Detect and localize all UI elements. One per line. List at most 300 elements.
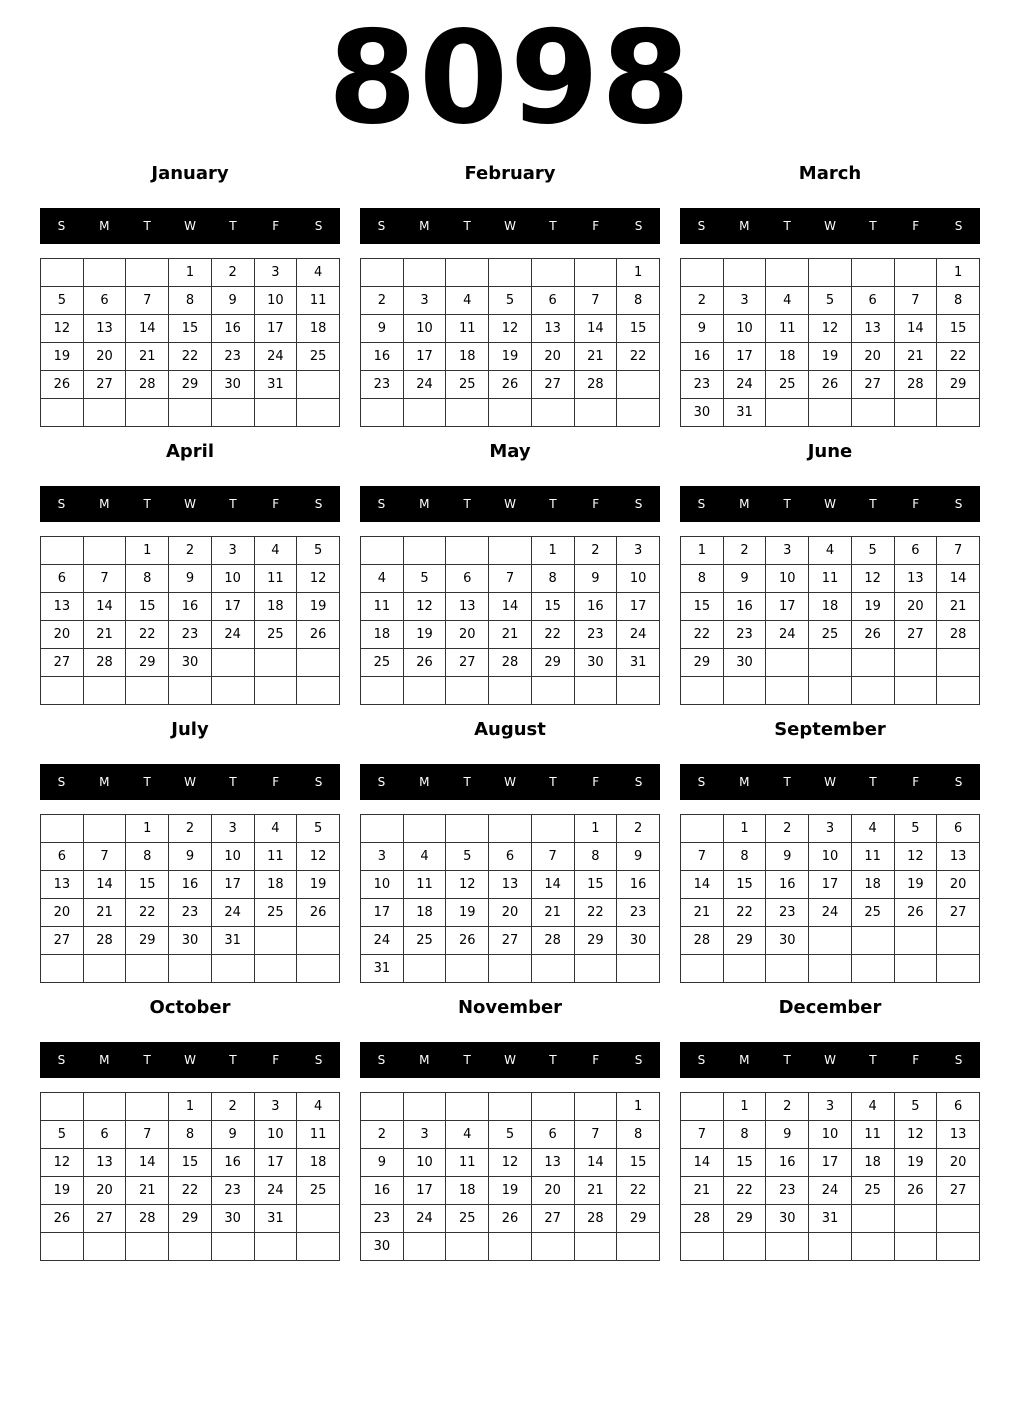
- day-cell: 30: [574, 649, 617, 677]
- day-cell: [83, 537, 126, 565]
- day-cell: 25: [254, 621, 297, 649]
- day-cell: 16: [169, 593, 212, 621]
- day-cell: 10: [766, 565, 809, 593]
- day-cell: 4: [446, 1121, 489, 1149]
- week-row: [41, 621, 340, 649]
- day-cell: [489, 259, 532, 287]
- weekday-label: T: [549, 1053, 557, 1067]
- weekday-label: F: [272, 497, 280, 511]
- day-cell: 31: [361, 955, 404, 983]
- day-cell: [361, 1093, 404, 1121]
- day-cell: 28: [489, 649, 532, 677]
- day-cell: [531, 1093, 574, 1121]
- day-cell: [937, 649, 980, 677]
- weekday-header: [40, 1042, 340, 1078]
- day-cell: [531, 677, 574, 705]
- month-name: February: [464, 163, 556, 184]
- day-cell: [851, 677, 894, 705]
- day-cell: 11: [403, 871, 446, 899]
- weekday-label: M: [99, 1053, 110, 1067]
- day-cell: 13: [489, 871, 532, 899]
- day-cell: 13: [41, 871, 84, 899]
- week-row: [681, 843, 980, 871]
- day-cell: 28: [574, 1205, 617, 1233]
- day-cell: 15: [723, 871, 766, 899]
- day-cell: 23: [169, 621, 212, 649]
- day-cell: [766, 1233, 809, 1261]
- day-cell: [851, 927, 894, 955]
- day-cell: 2: [574, 537, 617, 565]
- day-cell: 24: [809, 1177, 852, 1205]
- week-row: [681, 1205, 980, 1233]
- day-cell: 18: [766, 343, 809, 371]
- weekday-label: F: [592, 497, 600, 511]
- week-row: [681, 287, 980, 315]
- day-cell: 14: [681, 1149, 724, 1177]
- day-cell: 24: [211, 899, 254, 927]
- day-cell: [403, 399, 446, 427]
- week-row: [41, 537, 340, 565]
- day-cell: 10: [254, 1121, 297, 1149]
- day-cell: [126, 1233, 169, 1261]
- weekday-label: S: [57, 1053, 66, 1067]
- week-row: [41, 815, 340, 843]
- weekday-label: T: [783, 1053, 791, 1067]
- day-cell: 3: [254, 259, 297, 287]
- day-cell: 26: [446, 927, 489, 955]
- day-cell: 22: [126, 621, 169, 649]
- week-row: [361, 371, 660, 399]
- day-cell: 8: [681, 565, 724, 593]
- day-cell: 26: [41, 1205, 84, 1233]
- weekday-label: S: [314, 219, 323, 233]
- day-cell: [41, 815, 84, 843]
- day-cell: 25: [809, 621, 852, 649]
- day-cell: [446, 955, 489, 983]
- day-cell: [723, 1233, 766, 1261]
- day-cell: 19: [41, 343, 84, 371]
- day-cell: 23: [361, 1205, 404, 1233]
- day-cell: 21: [894, 343, 937, 371]
- day-cell: 30: [211, 1205, 254, 1233]
- weekday-label: M: [739, 219, 750, 233]
- month-name: April: [165, 441, 215, 462]
- day-cell: [681, 1233, 724, 1261]
- day-cell: [894, 399, 937, 427]
- day-cell: [937, 955, 980, 983]
- day-cell: 13: [41, 593, 84, 621]
- day-cell: [574, 677, 617, 705]
- day-cell: [809, 399, 852, 427]
- day-cell: 9: [169, 565, 212, 593]
- day-cell: [574, 399, 617, 427]
- day-cell: [361, 677, 404, 705]
- weekday-label: S: [634, 219, 643, 233]
- day-cell: 14: [574, 315, 617, 343]
- day-cell: [937, 1233, 980, 1261]
- day-cell: 8: [617, 1121, 660, 1149]
- month-name: January: [151, 163, 229, 184]
- day-cell: 2: [361, 287, 404, 315]
- week-row: [361, 399, 660, 427]
- day-cell: 28: [531, 927, 574, 955]
- day-cell: 9: [361, 1149, 404, 1177]
- day-cell: [574, 955, 617, 983]
- weekday-label: M: [419, 497, 430, 511]
- day-cell: 17: [361, 899, 404, 927]
- day-cell: 21: [681, 1177, 724, 1205]
- day-cell: 29: [723, 1205, 766, 1233]
- day-cell: [297, 1233, 340, 1261]
- day-cell: 7: [489, 565, 532, 593]
- day-cell: 22: [723, 1177, 766, 1205]
- day-cell: 20: [41, 899, 84, 927]
- day-cell: 20: [83, 343, 126, 371]
- weekday-header: [680, 486, 980, 522]
- month-name: July: [171, 719, 209, 740]
- day-cell: 4: [766, 287, 809, 315]
- day-cell: [297, 1205, 340, 1233]
- day-cell: 11: [254, 565, 297, 593]
- day-cell: 27: [83, 371, 126, 399]
- day-cell: 27: [489, 927, 532, 955]
- weekday-label: S: [634, 1053, 643, 1067]
- day-cell: 17: [723, 343, 766, 371]
- day-cell: 1: [531, 537, 574, 565]
- day-cell: 21: [574, 343, 617, 371]
- day-cell: 28: [937, 621, 980, 649]
- day-cell: 21: [126, 343, 169, 371]
- day-cell: [851, 1233, 894, 1261]
- day-cell: 29: [937, 371, 980, 399]
- day-cell: 28: [126, 371, 169, 399]
- week-row: [681, 537, 980, 565]
- day-cell: 20: [41, 621, 84, 649]
- day-cell: 17: [809, 1149, 852, 1177]
- day-cell: 28: [894, 371, 937, 399]
- day-cell: 20: [894, 593, 937, 621]
- day-cell: [361, 537, 404, 565]
- day-cell: 7: [574, 1121, 617, 1149]
- day-cell: [489, 955, 532, 983]
- day-cell: [531, 1233, 574, 1261]
- day-cell: 24: [809, 899, 852, 927]
- day-cell: 12: [297, 565, 340, 593]
- day-cell: 19: [489, 1177, 532, 1205]
- week-row: [41, 1177, 340, 1205]
- day-cell: 9: [211, 287, 254, 315]
- day-cell: 11: [446, 1149, 489, 1177]
- day-cell: 11: [297, 287, 340, 315]
- weekday-label: M: [739, 775, 750, 789]
- weekday-label: T: [463, 497, 471, 511]
- week-row: [681, 565, 980, 593]
- day-cell: 23: [766, 899, 809, 927]
- day-cell: [126, 1093, 169, 1121]
- day-cell: 4: [254, 815, 297, 843]
- week-row: [41, 843, 340, 871]
- day-cell: 10: [254, 287, 297, 315]
- day-cell: 5: [41, 287, 84, 315]
- week-row: [361, 899, 660, 927]
- day-cell: 4: [297, 259, 340, 287]
- day-cell: 5: [489, 287, 532, 315]
- day-cell: 18: [446, 343, 489, 371]
- weekday-label: F: [592, 1053, 600, 1067]
- day-cell: [446, 259, 489, 287]
- day-cell: [211, 399, 254, 427]
- day-cell: 7: [681, 843, 724, 871]
- day-cell: [41, 259, 84, 287]
- weekday-label: S: [377, 775, 386, 789]
- day-cell: 2: [766, 1093, 809, 1121]
- weekday-label: M: [739, 497, 750, 511]
- day-cell: [211, 649, 254, 677]
- weekday-label: T: [783, 219, 791, 233]
- weekday-label: T: [143, 775, 151, 789]
- day-cell: 6: [83, 1121, 126, 1149]
- day-cell: 31: [254, 371, 297, 399]
- day-cell: 20: [531, 343, 574, 371]
- day-cell: [41, 955, 84, 983]
- day-cell: 8: [937, 287, 980, 315]
- day-cell: 21: [489, 621, 532, 649]
- day-cell: 27: [937, 899, 980, 927]
- weekday-header: [360, 486, 660, 522]
- day-cell: [489, 677, 532, 705]
- week-row: [361, 1093, 660, 1121]
- day-cell: [851, 399, 894, 427]
- week-row: [361, 1149, 660, 1177]
- day-cell: 26: [489, 371, 532, 399]
- weekday-label: F: [272, 775, 280, 789]
- day-cell: [446, 1093, 489, 1121]
- weekday-header: [40, 764, 340, 800]
- day-cell: [297, 399, 340, 427]
- day-cell: 2: [617, 815, 660, 843]
- weekday-label: F: [912, 1053, 920, 1067]
- week-row: [361, 843, 660, 871]
- day-cell: 29: [169, 1205, 212, 1233]
- day-cell: [169, 677, 212, 705]
- day-cell: 6: [531, 287, 574, 315]
- day-cell: 8: [617, 287, 660, 315]
- day-cell: 7: [126, 1121, 169, 1149]
- day-cell: 19: [403, 621, 446, 649]
- day-cell: [809, 677, 852, 705]
- day-cell: 30: [681, 399, 724, 427]
- day-cell: 8: [723, 843, 766, 871]
- day-cell: 13: [531, 1149, 574, 1177]
- day-cell: [894, 927, 937, 955]
- weekday-label: F: [272, 1053, 280, 1067]
- day-cell: [83, 399, 126, 427]
- week-row: [361, 315, 660, 343]
- week-row: [361, 287, 660, 315]
- day-cell: 22: [126, 899, 169, 927]
- day-cell: 22: [574, 899, 617, 927]
- day-cell: [574, 1233, 617, 1261]
- day-cell: 12: [489, 1149, 532, 1177]
- day-cell: 29: [169, 371, 212, 399]
- week-row: [681, 1233, 980, 1261]
- day-cell: 13: [446, 593, 489, 621]
- day-cell: [169, 955, 212, 983]
- day-cell: 16: [723, 593, 766, 621]
- weekday-label: W: [184, 1053, 196, 1067]
- week-row: [681, 399, 980, 427]
- day-cell: 31: [211, 927, 254, 955]
- day-cell: 15: [169, 315, 212, 343]
- day-cell: 13: [937, 843, 980, 871]
- day-grid: [680, 258, 980, 427]
- day-cell: 27: [851, 371, 894, 399]
- day-cell: 5: [297, 537, 340, 565]
- day-cell: [41, 537, 84, 565]
- day-cell: [617, 1233, 660, 1261]
- day-cell: 9: [169, 843, 212, 871]
- week-row: [681, 315, 980, 343]
- day-cell: 6: [894, 537, 937, 565]
- day-cell: 11: [446, 315, 489, 343]
- day-cell: 26: [809, 371, 852, 399]
- day-cell: 25: [297, 1177, 340, 1205]
- day-grid: [40, 258, 340, 427]
- day-cell: [937, 927, 980, 955]
- day-cell: [83, 815, 126, 843]
- day-cell: 6: [937, 1093, 980, 1121]
- day-cell: 12: [446, 871, 489, 899]
- weekday-label: W: [824, 775, 836, 789]
- day-cell: 20: [489, 899, 532, 927]
- day-cell: 2: [723, 537, 766, 565]
- day-cell: 17: [403, 343, 446, 371]
- week-row: [361, 927, 660, 955]
- day-cell: [254, 1233, 297, 1261]
- day-cell: [809, 649, 852, 677]
- month-name: October: [149, 997, 231, 1018]
- day-cell: 25: [851, 899, 894, 927]
- day-cell: 17: [617, 593, 660, 621]
- day-cell: [254, 955, 297, 983]
- day-cell: 30: [361, 1233, 404, 1261]
- weekday-label: W: [184, 497, 196, 511]
- day-cell: [937, 399, 980, 427]
- week-row: [681, 955, 980, 983]
- weekday-label: M: [99, 775, 110, 789]
- weekday-label: W: [824, 497, 836, 511]
- day-cell: 11: [809, 565, 852, 593]
- day-cell: 28: [681, 1205, 724, 1233]
- day-cell: 30: [211, 371, 254, 399]
- day-cell: 16: [574, 593, 617, 621]
- day-cell: 10: [617, 565, 660, 593]
- day-cell: 25: [361, 649, 404, 677]
- day-cell: 12: [894, 843, 937, 871]
- day-cell: [681, 259, 724, 287]
- day-cell: 14: [531, 871, 574, 899]
- day-cell: 2: [169, 537, 212, 565]
- week-row: [361, 1205, 660, 1233]
- day-cell: 14: [681, 871, 724, 899]
- day-cell: [809, 1233, 852, 1261]
- day-grid: [360, 258, 660, 427]
- day-cell: 9: [766, 1121, 809, 1149]
- day-cell: 1: [617, 1093, 660, 1121]
- day-cell: 13: [83, 1149, 126, 1177]
- day-cell: 9: [766, 843, 809, 871]
- day-cell: 23: [169, 899, 212, 927]
- weekday-label: T: [463, 1053, 471, 1067]
- day-cell: 10: [809, 843, 852, 871]
- day-grid: [680, 536, 980, 705]
- day-cell: 7: [894, 287, 937, 315]
- day-cell: 19: [894, 871, 937, 899]
- day-cell: [126, 399, 169, 427]
- day-cell: 23: [723, 621, 766, 649]
- day-cell: [851, 1205, 894, 1233]
- day-cell: 14: [489, 593, 532, 621]
- day-cell: [446, 815, 489, 843]
- day-cell: [489, 537, 532, 565]
- day-cell: 18: [297, 1149, 340, 1177]
- day-cell: 21: [574, 1177, 617, 1205]
- week-row: [41, 565, 340, 593]
- day-cell: 6: [489, 843, 532, 871]
- week-row: [361, 593, 660, 621]
- day-cell: 11: [851, 843, 894, 871]
- week-row: [681, 343, 980, 371]
- weekday-label: M: [419, 775, 430, 789]
- day-cell: 9: [681, 315, 724, 343]
- day-cell: 15: [126, 593, 169, 621]
- day-cell: 28: [574, 371, 617, 399]
- day-cell: 14: [574, 1149, 617, 1177]
- day-cell: 26: [297, 899, 340, 927]
- weekday-label: W: [184, 219, 196, 233]
- day-cell: [403, 677, 446, 705]
- day-cell: 27: [446, 649, 489, 677]
- day-cell: 23: [211, 343, 254, 371]
- day-cell: 30: [723, 649, 766, 677]
- day-cell: [894, 955, 937, 983]
- day-cell: 30: [766, 927, 809, 955]
- week-row: [41, 343, 340, 371]
- day-cell: 14: [937, 565, 980, 593]
- weekday-label: W: [824, 219, 836, 233]
- day-grid: [360, 536, 660, 705]
- day-cell: 9: [617, 843, 660, 871]
- day-cell: 1: [169, 1093, 212, 1121]
- day-cell: 13: [937, 1121, 980, 1149]
- day-cell: 3: [403, 287, 446, 315]
- week-row: [681, 649, 980, 677]
- day-cell: 1: [574, 815, 617, 843]
- weekday-label: S: [314, 497, 323, 511]
- day-cell: 11: [297, 1121, 340, 1149]
- day-cell: 26: [403, 649, 446, 677]
- weekday-label: W: [504, 497, 516, 511]
- day-cell: [617, 955, 660, 983]
- day-cell: 20: [83, 1177, 126, 1205]
- weekday-label: S: [57, 219, 66, 233]
- week-row: [361, 955, 660, 983]
- day-cell: 24: [361, 927, 404, 955]
- day-cell: 23: [766, 1177, 809, 1205]
- day-cell: [41, 1093, 84, 1121]
- day-cell: 22: [617, 1177, 660, 1205]
- weekday-label: W: [504, 775, 516, 789]
